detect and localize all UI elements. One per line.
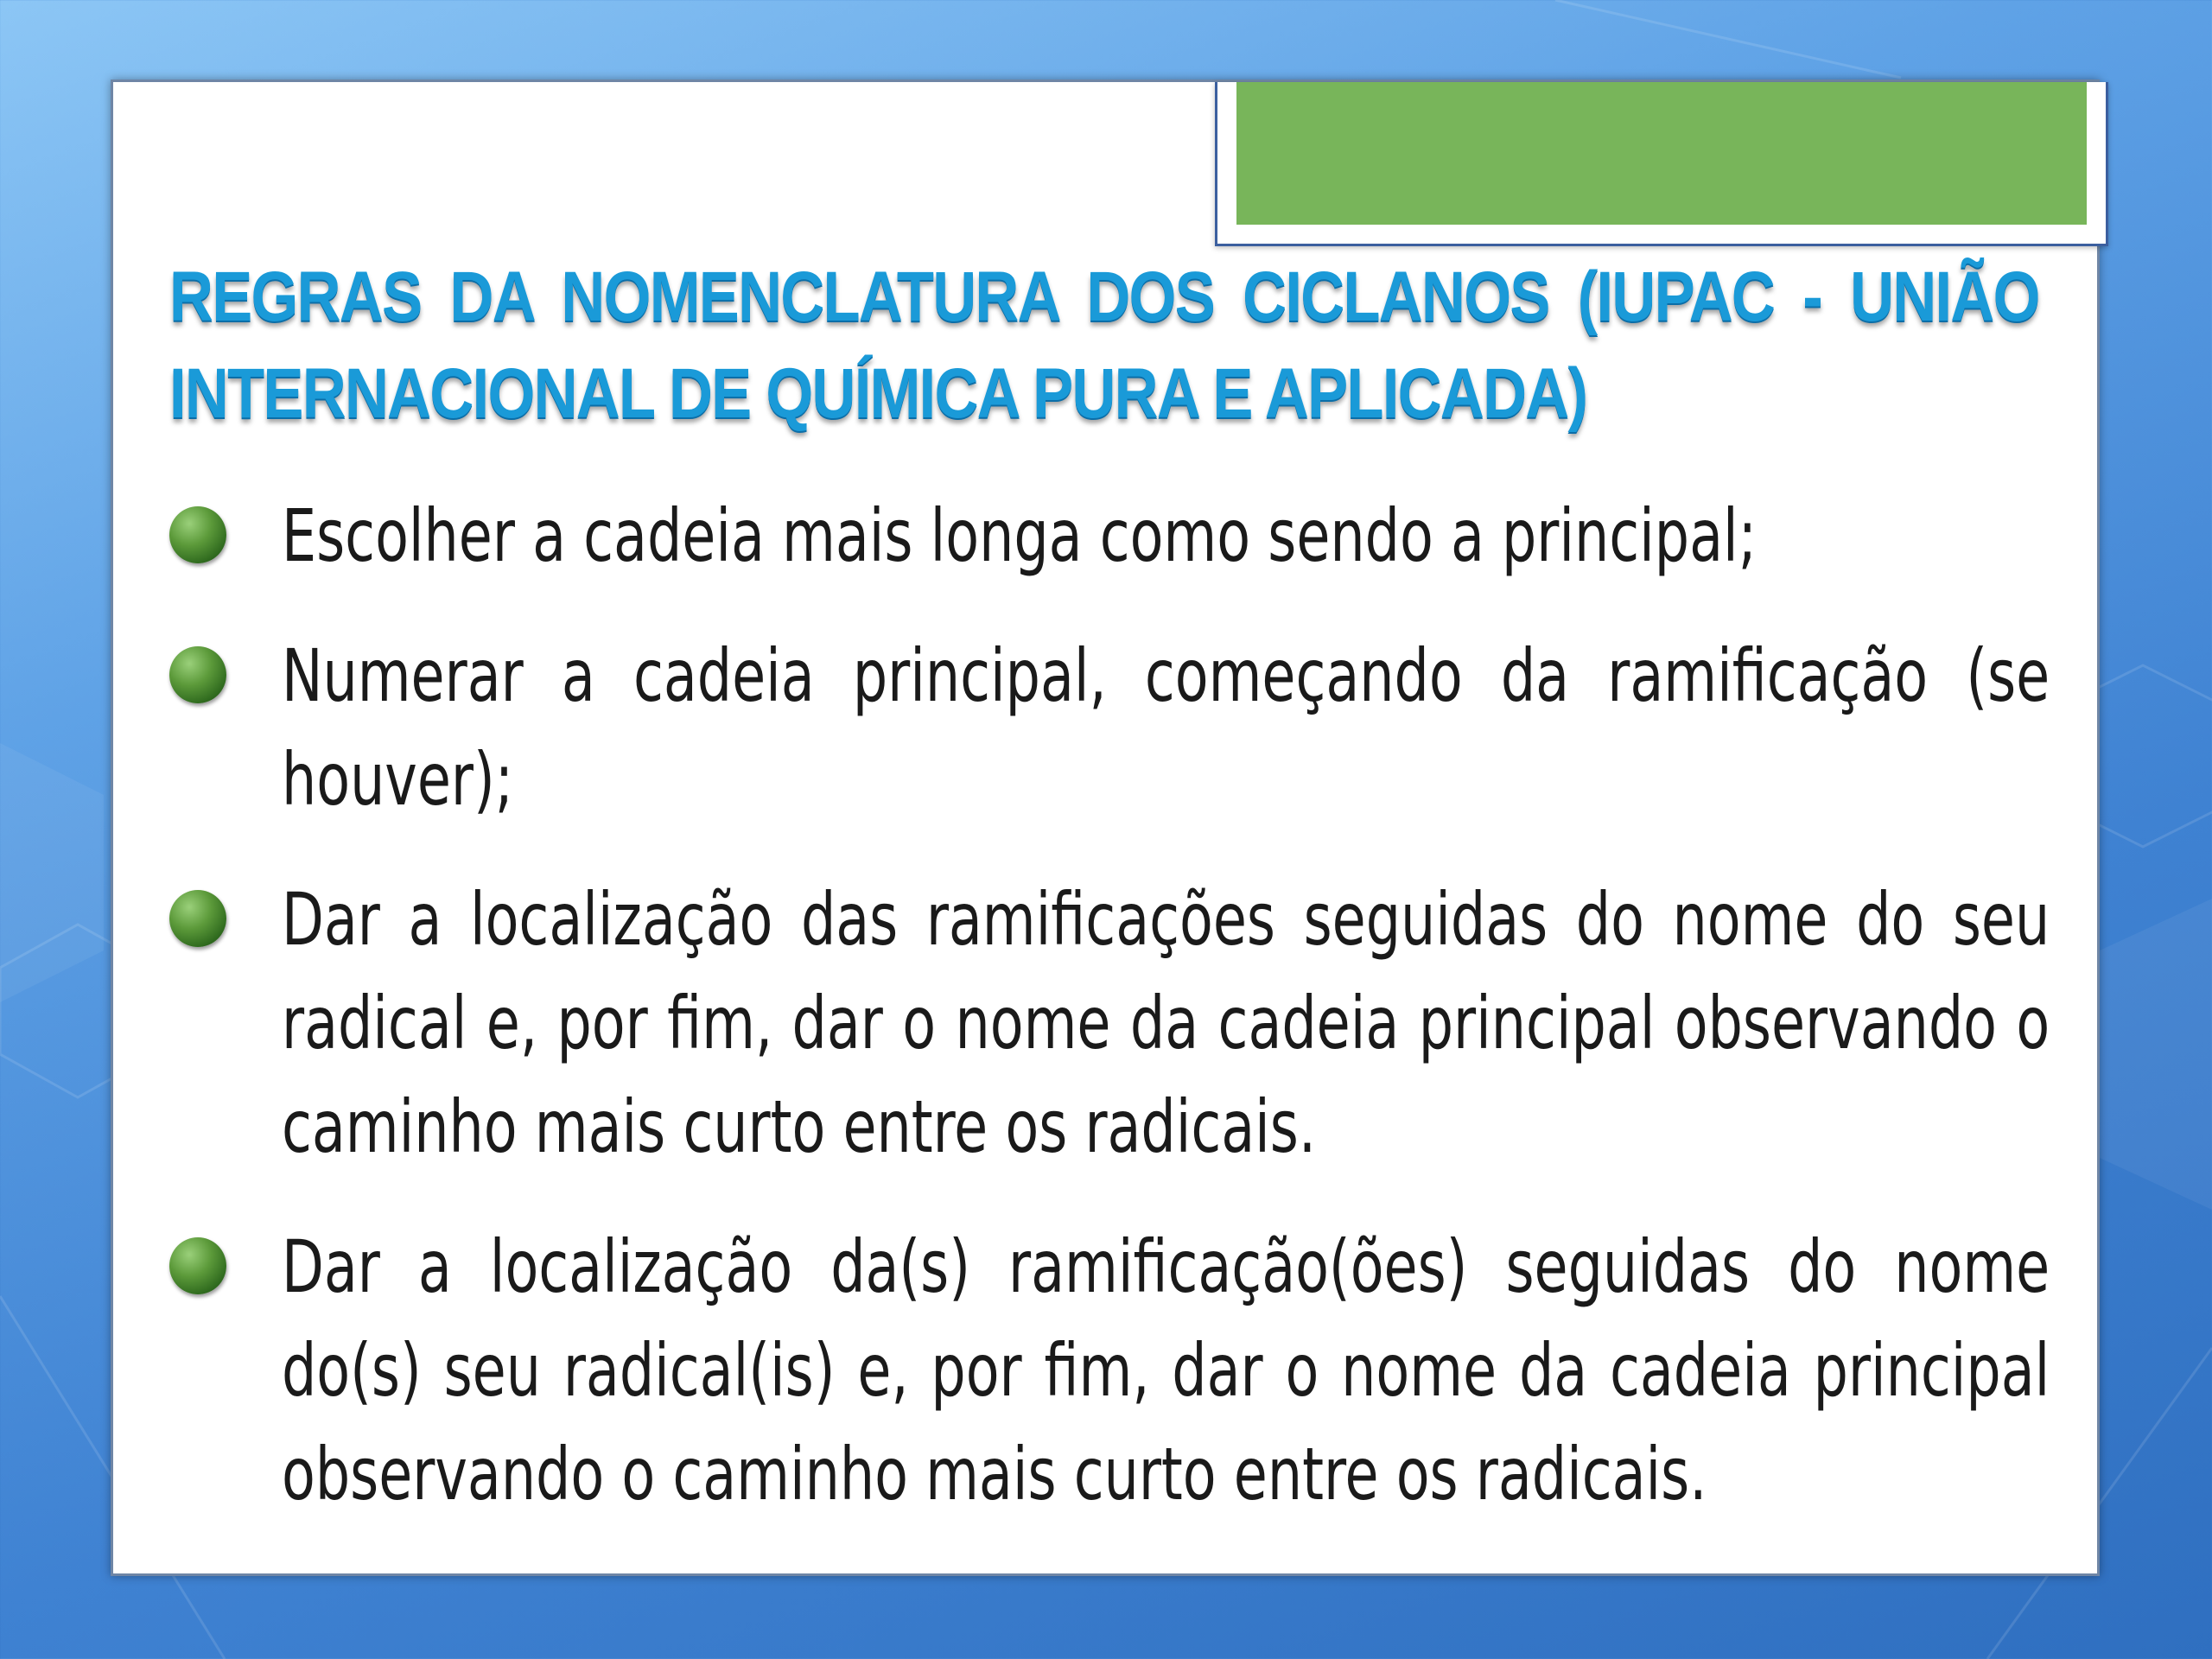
bullet-item: [169, 1215, 2050, 1526]
bullet-text: Dar a localização da(s) ramificação(ões) seguidas do nome do(s) seu radical(is) e, por fim, dar o nome da cadeia principal observando o caminho mais curto entre os radicais.: [282, 1224, 2050, 1516]
green-sphere-bullet-icon: [169, 1237, 226, 1294]
green-sphere-bullet-icon: [169, 646, 226, 703]
bullet-text: Escolher a cadeia mais longa como sendo a principal;: [282, 493, 1758, 578]
bullet-item: [169, 624, 2050, 831]
green-accent-tab: [1236, 82, 2087, 225]
green-sphere-bullet-icon: [169, 506, 226, 563]
bullet-text: Numerar a cadeia principal, começando da ramificação (se houver);: [282, 633, 2050, 822]
bullet-item: [169, 868, 2050, 1179]
bullet-list: [169, 484, 2050, 1562]
bullet-item: [169, 484, 2039, 588]
green-sphere-bullet-icon: [169, 890, 226, 947]
bullet-text: Dar a localização das ramificações seguidas do nome do seu radical e, por fim, dar o nome da cadeia principal observando o caminho mais curto entre os radicais.: [282, 877, 2050, 1169]
accent-tab-frame: [1215, 82, 2108, 246]
slide-title: REGRAS DA NOMENCLATURA DOS CICLANOS (IUPAC - UNIÃO INTERNACIONAL DE QUÍMICA PURA E APLICADA): [169, 257, 2039, 433]
